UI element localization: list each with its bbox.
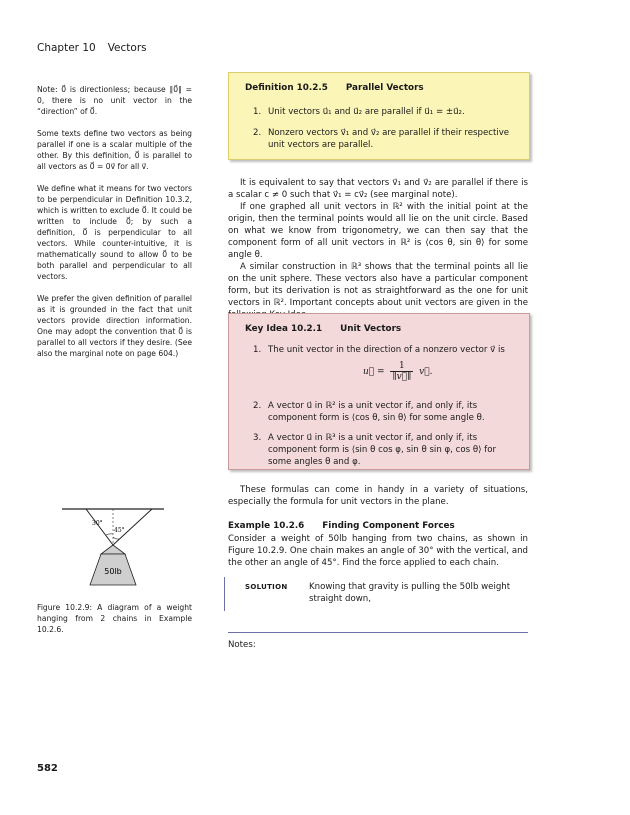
angle-arc-left xyxy=(106,534,113,535)
formula-denominator: ∥v⃗∥ xyxy=(392,372,412,382)
example-body: Consider a weight of 50lb hanging from two chains, as shown in Figure 10.2.9. One chain makes an angle of 30° with the vertical, and the other an angle of 45°. Find the force applied to each chain. xyxy=(228,534,528,568)
angle-label-45: 45° xyxy=(114,527,125,534)
margin-note-1: Note: 0⃗ is directionless; because ∥0⃗∥ = 0, there is no unit vector in the “direction” of 0⃗. xyxy=(37,85,192,116)
definition-title: Parallel Vectors xyxy=(345,83,424,93)
body-paragraph-1: It is equivalent to say that vectors v⃗₁ and v⃗₂ are parallel if there is a scalar c ≠ 0 such that v⃗₁ = cv⃗₂ (see marginal note). xyxy=(228,178,528,200)
notes-label: Notes: xyxy=(228,640,256,650)
key-idea-title: Unit Vectors xyxy=(340,324,402,334)
margin-note-2: Some texts define two vectors as being parallel if one is a scalar multiple of the other. By this definition, 0⃗ is parallel to all vectors as 0⃗ = 0v⃗ for all v⃗. xyxy=(37,129,192,171)
definition-item-1: 1. Unit vectors u⃗₁ and u⃗₂ are parallel if u⃗₁ = ±u⃗₂. xyxy=(253,106,515,118)
formula-lhs: u⃗ = xyxy=(363,367,385,377)
example-heading xyxy=(228,521,455,531)
solution-label: SOLUTION xyxy=(245,583,288,591)
key-idea-item-1-text: The unit vector in the direction of a nonzero vector v⃗ is xyxy=(268,345,505,355)
chapter-label: Chapter 10 xyxy=(37,42,96,54)
margin-notes xyxy=(37,84,192,370)
weight-label: 50lb xyxy=(104,567,122,576)
formula-fraction xyxy=(390,361,413,382)
key-idea-item-2: 2. A vector u⃗ in ℝ² is a unit vector if, and only if, its component form is ⟨cos θ, sin θ⟩ for some angle θ. xyxy=(253,400,515,424)
key-idea-item-2-text: A vector u⃗ in ℝ² is a unit vector if, and only if, its component form is ⟨cos θ, sin θ⟩ for some angle θ. xyxy=(268,401,485,423)
formula-rhs: v⃗. xyxy=(419,367,433,377)
chain-left xyxy=(86,509,113,545)
angle-label-30: 30° xyxy=(92,520,103,527)
definition-heading xyxy=(245,83,424,93)
key-idea-item-3-text: A vector u⃗ in ℝ³ is a unit vector if, and only if, its component form is ⟨sin θ cos φ, sin θ sin φ, cos θ⟩ for some angles θ and φ. xyxy=(268,433,496,467)
key-idea-box xyxy=(228,313,530,470)
margin-note-4: We prefer the given definition of parallel as it is grounded in the fact that unit vectors provide direction information. One may adopt the convention that 0⃗ is parallel to all vectors if they desire. (See also the marginal note on page 604.) xyxy=(37,294,192,358)
definition-box xyxy=(228,72,530,160)
page-number: 582 xyxy=(37,763,58,774)
angle-arc-right xyxy=(113,537,119,539)
body-paragraph-2: If one graphed all unit vectors in ℝ² with the initial point at the origin, then the terminal points would all lie on the unit circle. Based on what we know from trigonometry, we can then say that the component form of all unit vectors in ℝ² is ⟨cos θ, sin θ⟩ for some angle θ. xyxy=(228,202,528,260)
definition-item-2-text: Nonzero vectors v⃗₁ and v⃗₂ are parallel if their respective unit vectors are parallel. xyxy=(268,128,510,150)
key-idea-heading xyxy=(245,324,401,334)
example-title: Finding Component Forces xyxy=(322,521,455,531)
notes-rule xyxy=(228,632,528,633)
body-paragraph-3: A similar construction in ℝ³ shows that the terminal points all lie on the unit sphere. These vectors also have a particular component form, but its derivation is not as straightforward as the one for unit vectors in ℝ². Important concepts about unit vectors are given in the xyxy=(228,262,528,308)
key-idea-item-3: 3. A vector u⃗ in ℝ³ is a unit vector if, and only if, its component form is ⟨sin θ cos φ, sin θ sin φ, cos θ⟩ for some angles θ and φ. xyxy=(253,432,515,468)
example-label: Example 10.2.6 xyxy=(228,521,305,531)
solution-text: Knowing that gravity is pulling the 50lb weight straight down, xyxy=(309,582,511,604)
figure-caption: Figure 10.2.9: A diagram of a weight hanging from 2 chains in Example 10.2.6. xyxy=(37,603,192,634)
page-header xyxy=(37,42,147,54)
formula-numerator: 1 xyxy=(390,361,413,372)
example-margin-bar xyxy=(224,577,225,611)
key-idea-label: Key Idea 10.2.1 xyxy=(245,324,323,334)
after-key-idea-paragraph: These formulas can come in handy in a variety of situations, especially the formula for unit vectors in the plane. xyxy=(228,485,528,507)
hook-triangle xyxy=(101,545,125,554)
chain-weight-figure xyxy=(60,505,170,600)
definition-label: Definition 10.2.5 xyxy=(245,83,328,93)
key-idea-item-1: 1. The unit vector in the direction of a nonzero vector v⃗ is xyxy=(253,344,515,356)
after-key-idea-text xyxy=(228,484,528,508)
definition-item-2: 2. Nonzero vectors v⃗₁ and v⃗₂ are parallel if their respective unit vectors are parallel. xyxy=(253,127,515,151)
body-text xyxy=(228,177,528,321)
definition-item-1-text: Unit vectors u⃗₁ and u⃗₂ are parallel if u⃗₁ = ±u⃗₂. xyxy=(268,107,465,117)
chapter-title: Vectors xyxy=(107,42,147,54)
margin-note-3: We define what it means for two vectors to be perpendicular in Definition 10.3.2, which is written to exclude 0⃗. It could be written to include 0⃗; by such a definition, 0⃗ is perpendicular to all vectors. While counter-intuitive, it is mathematically sound to allow 0⃗ to be both parallel and perpendicular to all vectors. xyxy=(37,184,192,281)
unit-vector-formula xyxy=(363,361,433,382)
